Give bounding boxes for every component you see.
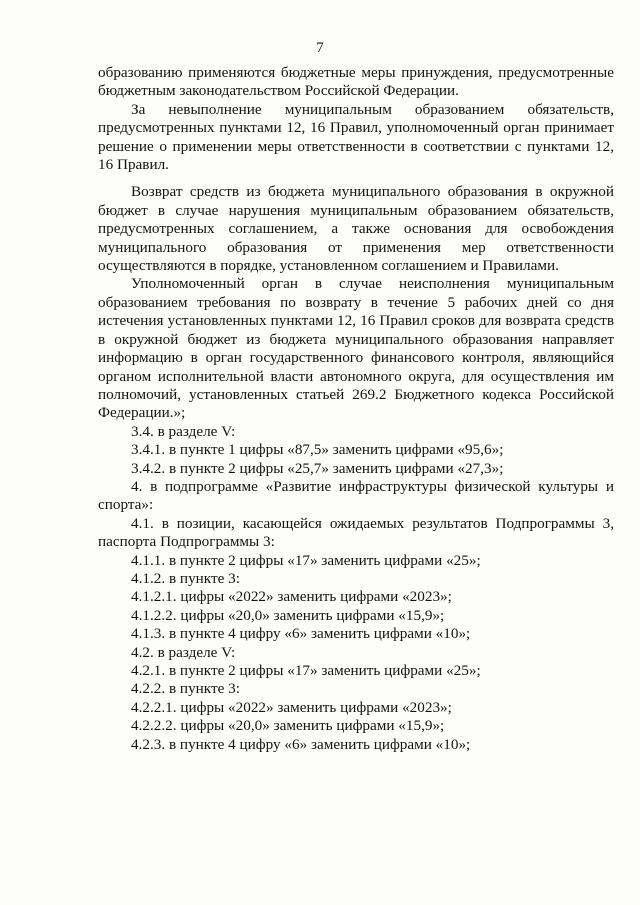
document-body bbox=[98, 64, 614, 754]
item-4-1-2: 4.1.2. в пункте 3: bbox=[131, 569, 240, 587]
item-4-2: 4.2. в разделе V: bbox=[131, 643, 236, 661]
item-3-4-2: 3.4.2. в пункте 2 цифры «25,7» заменить цифрами «27,3»; bbox=[131, 459, 504, 477]
paragraph-responsibility: За невыполнение муниципальным образованием обязательств, предусмотренных пунктами 12, 16 Правил, уполномоченный орган принимает решение о применении меры ответственности в соответствии с пунктами 12, 16 Правил. bbox=[98, 100, 614, 174]
item-4-2-2: 4.2.2. в пункте 3: bbox=[131, 680, 240, 698]
item-4-1-2-2: 4.1.2.2. цифры «20,0» заменить цифрами «15,9»; bbox=[131, 606, 445, 624]
item-4-1-3: 4.1.3. в пункте 4 цифру «6» заменить цифрами «10»; bbox=[131, 625, 471, 643]
item-3-4-1: 3.4.1. в пункте 1 цифры «87,5» заменить цифрами «95,6»; bbox=[131, 441, 504, 459]
item-4-1: 4.1. в позиции, касающейся ожидаемых результатов Подпрограммы 3, паспорта Подпрограммы 3: bbox=[98, 514, 614, 551]
item-4-1-1: 4.1.1. в пункте 2 цифры «17» заменить цифрами «25»; bbox=[131, 551, 481, 569]
page-number: 7 bbox=[316, 40, 324, 56]
paragraph-continuation: образованию применяются бюджетные меры принуждения, предусмотренные бюджетным законодательством Российской Федерации. bbox=[98, 64, 614, 100]
item-4-2-3: 4.2.3. в пункте 4 цифру «6» заменить цифрами «10»; bbox=[131, 735, 471, 753]
item-4-2-2-2: 4.2.2.2. цифры «20,0» заменить цифрами «15,9»; bbox=[131, 717, 445, 735]
item-4: 4. в подпрограмме «Развитие инфраструктуры физической культуры и спорта»: bbox=[98, 477, 614, 514]
paragraph-authorized-body: Уполномоченный орган в случае неисполнения муниципальным образованием требования по возврату в течение 5 рабочих дней со дня истечения установленных пунктами 12, 16 Правил сроков для возврата средств в окружной бюджет из бюджета муниципального образования направляет информацию в орган государственного финансового контроля, являющийся органом исполнительной власти автономного округа, для осуществления им полномочий, установленных статьей 269.2 Бюджетного кодекса Российской Федерации.»; bbox=[98, 275, 614, 422]
item-4-1-2-1: 4.1.2.1. цифры «2022» заменить цифрами «2023»; bbox=[131, 588, 452, 606]
item-4-2-1: 4.2.1. в пункте 2 цифры «17» заменить цифрами «25»; bbox=[131, 662, 481, 679]
paragraph-refund: Возврат средств из бюджета муниципального образования в окружной бюджет в случае нарушения муниципальным образованием обязательств, предусмотренных соглашением, а также основания для освобождения муниципального образования от применения мер ответственности осуществляются в порядке, установленном соглашением и Правилами. bbox=[98, 183, 614, 275]
item-4-2-2-1: 4.2.2.1. цифры «2022» заменить цифрами «2023»; bbox=[131, 698, 452, 716]
item-3-4: 3.4. в разделе V: bbox=[131, 422, 236, 440]
